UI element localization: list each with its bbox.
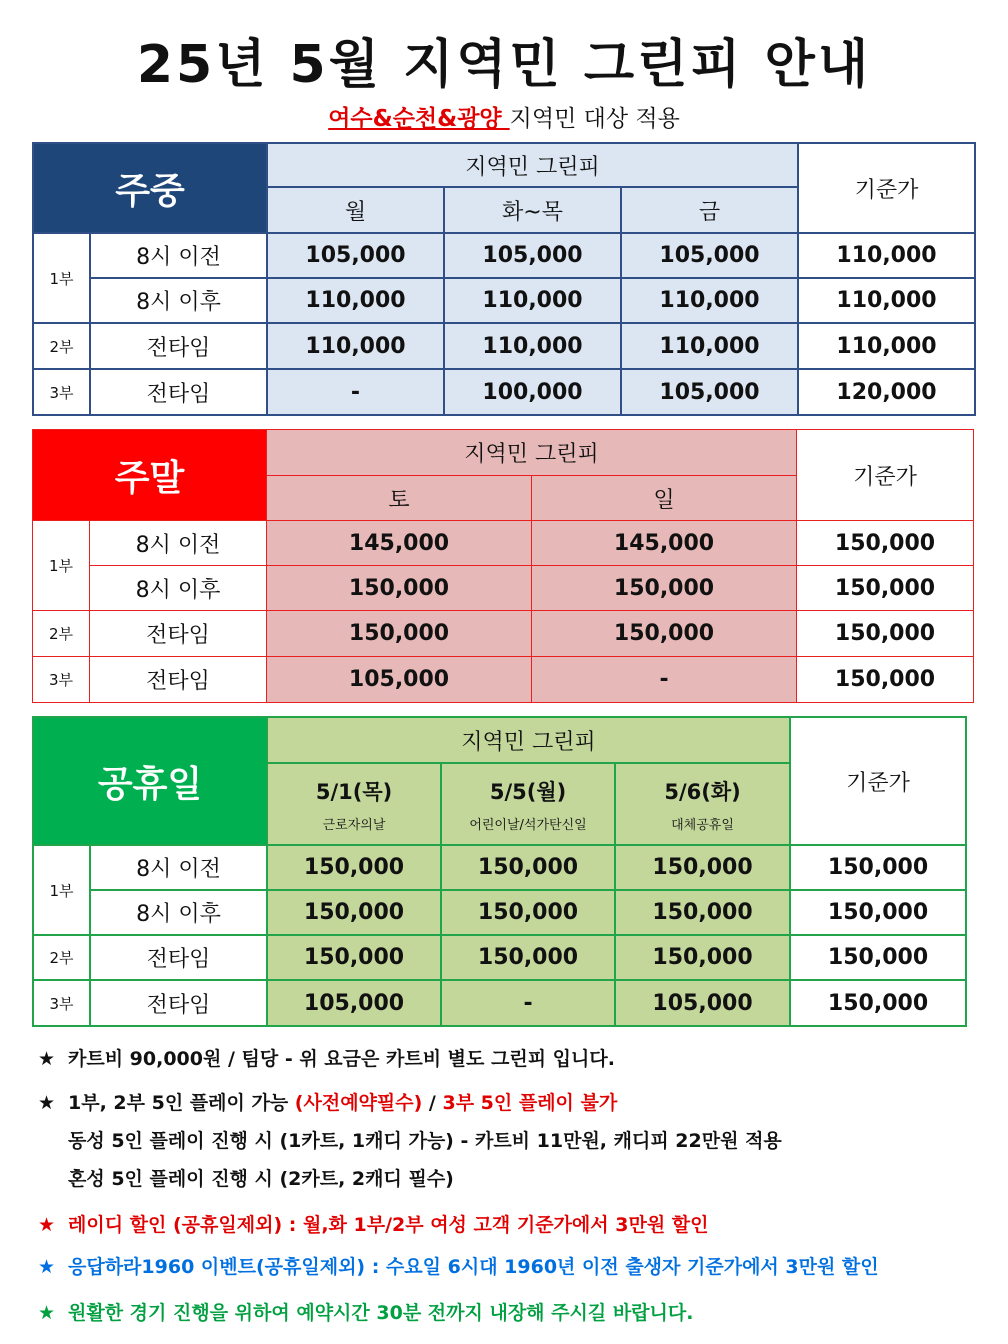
fee-cell: 150,000 — [441, 935, 615, 980]
holiday-date: 5/1(목) — [315, 779, 393, 804]
fee-cell: 150,000 — [267, 566, 532, 611]
mixed-note: 혼성 5인 플레이 진행 시 (2카트, 2캐디 필수) — [68, 1168, 454, 1190]
weekend-label: 주말 — [33, 430, 267, 521]
day-header: 토 — [267, 476, 532, 521]
part-label: 1부 — [33, 233, 90, 323]
base-price-cell: 150,000 — [797, 611, 974, 657]
day-header: 금 — [621, 187, 798, 233]
base-price-cell: 150,000 — [797, 566, 974, 611]
part-label: 1부 — [33, 845, 90, 935]
fee-cell: 150,000 — [615, 890, 790, 935]
time-label: 전타임 — [90, 323, 267, 369]
fee-cell: 105,000 — [621, 233, 798, 278]
base-price-cell: 150,000 — [790, 935, 966, 980]
holiday-label: 공휴일 — [33, 717, 267, 845]
fee-cell: 110,000 — [267, 278, 444, 323]
time-label: 전타임 — [90, 369, 267, 415]
subtitle-rest: 지역민 대상 적용 — [509, 106, 680, 132]
fee-cell: 105,000 — [621, 369, 798, 415]
fee-cell: 105,000 — [615, 980, 790, 1026]
fee-cell: 100,000 — [444, 369, 621, 415]
fee-cell: - — [532, 657, 797, 703]
part-label: 3부 — [33, 657, 90, 703]
fee-cell: 150,000 — [267, 890, 441, 935]
time-label: 전타임 — [90, 611, 267, 657]
base-price-cell: 150,000 — [790, 980, 966, 1026]
note-text: 응답하라1960 이벤트(공휴일제외) : 수요일 6시대 1960년 이전 출생자 기준가에서 3만원 할인 — [68, 1256, 879, 1278]
holiday-day-header — [267, 763, 441, 845]
holiday-day-header — [441, 763, 615, 845]
day-header: 일 — [532, 476, 797, 521]
five-player-note — [38, 1088, 617, 1115]
time-label: 전타임 — [90, 980, 267, 1026]
day-header: 화~목 — [444, 187, 621, 233]
fee-cell: 150,000 — [267, 935, 441, 980]
holiday-name: 어린이날/석가탄신일 — [469, 817, 587, 833]
fee-cell: 150,000 — [532, 566, 797, 611]
fee-cell: 150,000 — [267, 611, 532, 657]
base-price-cell: 110,000 — [798, 278, 975, 323]
base-price-header: 기준가 — [790, 717, 966, 845]
region-highlight: 여수&순천&광양 — [328, 106, 510, 132]
base-price-cell: 150,000 — [790, 845, 966, 890]
part-label: 2부 — [33, 935, 90, 980]
base-price-cell: 150,000 — [797, 657, 974, 703]
part-label: 3부 — [33, 980, 90, 1026]
fee-cell: 145,000 — [532, 521, 797, 566]
fee-cell: - — [267, 369, 444, 415]
time-label: 8시 이후 — [90, 278, 267, 323]
resident-fee-header: 지역민 그린피 — [267, 143, 798, 187]
page-title: 25년 5월 지역민 그린피 안내 — [136, 35, 872, 95]
star-icon: ★ — [38, 1302, 56, 1324]
fee-cell: 150,000 — [615, 845, 790, 890]
weekend-fee-table — [32, 429, 974, 703]
time-label: 8시 이후 — [90, 890, 267, 935]
event-1960-note — [38, 1252, 879, 1279]
star-icon: ★ — [38, 1214, 56, 1236]
resident-fee-header: 지역민 그린피 — [267, 430, 797, 476]
time-label: 8시 이전 — [90, 845, 267, 890]
fee-cell: 150,000 — [441, 845, 615, 890]
note-text: 카트비 90,000원 / 팀당 - 위 요금은 카트비 별도 그린피 입니다. — [68, 1048, 615, 1070]
fee-cell: 105,000 — [267, 657, 532, 703]
same-sex-note: 동성 5인 플레이 진행 시 (1카트, 1캐디 가능) - 카트비 11만원, 캐디피 22만원 적용 — [68, 1130, 782, 1152]
resident-fee-header: 지역민 그린피 — [267, 717, 790, 763]
fee-cell: 105,000 — [444, 233, 621, 278]
fee-cell: 110,000 — [621, 278, 798, 323]
fee-cell: 150,000 — [615, 935, 790, 980]
weekday-label: 주중 — [33, 143, 267, 233]
holiday-date: 5/5(월) — [489, 779, 567, 804]
fee-cell: 110,000 — [444, 323, 621, 369]
time-label: 8시 이전 — [90, 233, 267, 278]
fee-cell: 110,000 — [444, 278, 621, 323]
time-label: 8시 이전 — [90, 521, 267, 566]
holiday-day-header — [615, 763, 790, 845]
part-label: 2부 — [33, 323, 90, 369]
cart-fee-note — [38, 1044, 615, 1071]
fee-cell: 105,000 — [267, 233, 444, 278]
holiday-name: 대체공휴일 — [671, 817, 734, 833]
part3-unavailable-text: 3부 5인 플레이 불가 — [442, 1092, 618, 1114]
time-label: 전타임 — [90, 657, 267, 703]
fee-cell: 150,000 — [441, 890, 615, 935]
lady-discount-note — [38, 1210, 709, 1237]
fee-cell: 105,000 — [267, 980, 441, 1026]
star-icon: ★ — [38, 1256, 56, 1278]
holiday-fee-table — [32, 716, 967, 1027]
note-text: 원활한 경기 진행을 위하여 예약시간 30분 전까지 내장해 주시길 바랍니다. — [68, 1302, 694, 1324]
note-separator: / — [422, 1092, 443, 1114]
holiday-date: 5/6(화) — [664, 779, 741, 804]
weekday-fee-table — [32, 142, 976, 416]
time-label: 8시 이후 — [90, 566, 267, 611]
fee-cell: 110,000 — [267, 323, 444, 369]
base-price-cell: 150,000 — [797, 521, 974, 566]
note-text: 레이디 할인 (공휴일제외) : 월,화 1부/2부 여성 고객 기준가에서 3만원 할인 — [68, 1214, 709, 1236]
fee-cell: - — [441, 980, 615, 1026]
fee-cell: 150,000 — [532, 611, 797, 657]
reservation-required-text: (사전예약필수) — [294, 1092, 423, 1114]
subtitle — [0, 100, 1008, 133]
base-price-cell: 110,000 — [798, 323, 975, 369]
note-text: 1부, 2부 5인 플레이 가능 — [68, 1092, 295, 1114]
holiday-name: 근로자의날 — [322, 817, 386, 833]
part-label: 1부 — [33, 521, 90, 611]
day-header: 월 — [267, 187, 444, 233]
fee-cell: 110,000 — [621, 323, 798, 369]
time-label: 전타임 — [90, 935, 267, 980]
fee-cell: 145,000 — [267, 521, 532, 566]
arrival-note — [38, 1298, 693, 1325]
base-price-header: 기준가 — [797, 430, 974, 521]
fee-cell: 150,000 — [267, 845, 441, 890]
star-icon: ★ — [38, 1092, 56, 1114]
part-label: 3부 — [33, 369, 90, 415]
base-price-header: 기준가 — [798, 143, 975, 233]
star-icon: ★ — [38, 1048, 56, 1070]
base-price-cell: 110,000 — [798, 233, 975, 278]
part-label: 2부 — [33, 611, 90, 657]
base-price-cell: 120,000 — [798, 369, 975, 415]
base-price-cell: 150,000 — [790, 890, 966, 935]
